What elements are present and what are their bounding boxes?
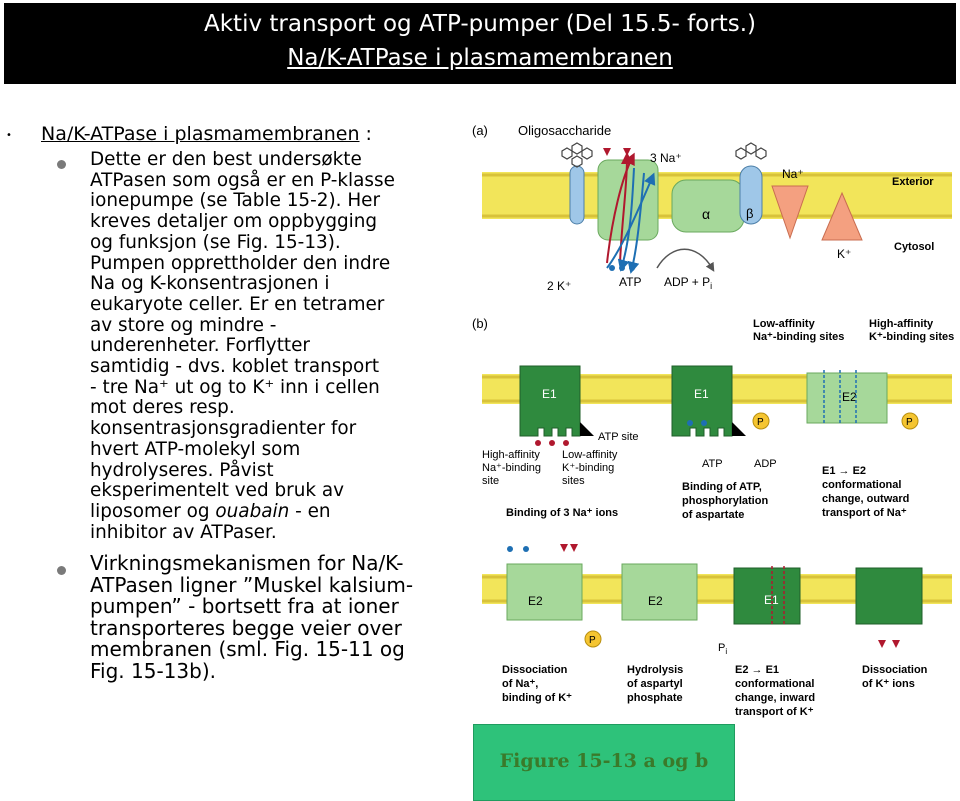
atp-label: ATP [619, 275, 642, 289]
k-gradient-label: K⁺ [837, 247, 852, 261]
pi-label: $P_i$ [718, 642, 728, 656]
text-line: Dette er den best undersøkte [90, 149, 362, 170]
alpha-label: α [702, 206, 711, 222]
e1-protein [520, 366, 580, 436]
na-ion-icon [560, 544, 568, 552]
text-line: liposomer og ouabain - en [90, 500, 331, 522]
text-line: mot deres resp. [90, 397, 235, 419]
atp-site-label: ATP site [598, 431, 639, 443]
adp-label: ADP [754, 458, 777, 470]
binding-atp-caption: Binding of ATP, phosphorylation of aspartate [682, 481, 769, 521]
na-gradient-label: Na⁺ [782, 167, 804, 181]
e2-label: E2 [648, 594, 663, 608]
text-line: samtidig - dvs. koblet transport [90, 356, 380, 378]
text-line: hvert ATP-molekyl som [90, 438, 301, 460]
text-line: transporteres begge veier over [90, 615, 402, 640]
title-bar [4, 3, 956, 84]
heading-suffix: : [359, 123, 372, 145]
adp-pi-label: ADP + $P_i$ [664, 275, 713, 291]
dissociation-k-caption: Dissociation of K⁺ ions [862, 664, 928, 690]
text-line: ATPasen som også er en P-klasse [90, 169, 395, 191]
alpha-subunit-light [598, 160, 658, 240]
cytosol-label: Cytosol [894, 241, 935, 253]
na-ion-icon [570, 544, 578, 552]
k-ion-icon [619, 265, 625, 271]
oligosaccharide-icon [736, 143, 766, 159]
k-ion-icon [701, 420, 707, 426]
bullet-paragraph-2 [90, 553, 440, 682]
na-ion-icon [563, 440, 569, 446]
text-line: ATPasen ligner ”Muskel kalsium- [90, 572, 414, 597]
text-line: Virkningsmekanismen for Na/K- [90, 551, 404, 575]
figure-caption: Figure 15-13 a og b [499, 750, 709, 772]
bullet-dot: • [6, 130, 12, 141]
e2-label: E2 [528, 594, 543, 608]
bullet-dot [57, 160, 66, 169]
text-line: inhibitor av ATPaser. [90, 521, 277, 543]
e1-protein [856, 568, 922, 624]
phosphate-label: P [906, 417, 913, 428]
text-line: ionepumpe (se Table 15-2). Her [90, 190, 381, 212]
na-ion-icon [603, 148, 611, 156]
k-ion-icon [523, 546, 529, 552]
e1-e2-caption: E1 → E2 conformational change, outward transport of Na⁺ [822, 465, 910, 519]
atp-label: ATP [702, 458, 723, 470]
text-line: underenheter. Forflytter [90, 335, 310, 357]
section-heading [41, 123, 372, 145]
panel-a-label: (a) [472, 123, 488, 138]
text-line: hydrolyseres. Påvist [90, 459, 274, 481]
e1-protein [672, 366, 732, 436]
oligosaccharide-icon [562, 143, 592, 167]
k-ion-icon [507, 546, 513, 552]
high-affinity-k-label: High-affinity K⁺-binding sites [869, 318, 955, 343]
na-ion-icon [623, 148, 631, 156]
text-line: og funksjon (se Fig. 15-13). [90, 231, 341, 253]
text-line: membranen (sml. Fig. 15-11 og [90, 637, 405, 661]
panel-b-label: (b) [472, 316, 488, 331]
heading-text: Na/K-ATPase i plasmamembranen [41, 123, 360, 145]
high-affinity-na-label: High-affinity Na⁺-binding site [482, 449, 542, 487]
e2-label: E2 [842, 390, 857, 404]
e2-e1-caption: E2 → E1 conformational change, inward transport of K⁺ [735, 664, 816, 718]
text-line: eukaryote celler. Er en tetramer [90, 293, 385, 315]
exterior-label: Exterior [892, 176, 934, 188]
phosphate-label: P [589, 635, 596, 646]
k-ion-icon [609, 265, 615, 271]
two-k-label: 2 K⁺ [547, 279, 572, 293]
low-affinity-na-label: Low-affinity Na⁺-binding sites [753, 318, 845, 343]
beta-subunit-left [570, 166, 584, 224]
e1-label: E1 [694, 387, 709, 401]
text-line: Pumpen opprettholder den indre [90, 252, 391, 274]
atp-hydrolysis-arrow [657, 249, 712, 268]
slide-subtitle: Na/K-ATPase i plasmamembranen [287, 45, 673, 71]
text-line: Na og K-konsentrasjonen i [90, 273, 330, 295]
bullet-dot [57, 566, 66, 575]
e2-protein [622, 564, 697, 620]
oligosaccharide-label: Oligosaccharide [518, 123, 612, 138]
phosphate-label: P [757, 417, 764, 428]
e2-protein [507, 564, 582, 620]
slide-title: Aktiv transport og ATP-pumper (Del 15.5- forts.) [204, 11, 756, 37]
text-line: eksperimentelt ved bruk av [90, 480, 345, 502]
three-na-label: 3 Na⁺ [650, 151, 682, 165]
beta-label: β [746, 206, 754, 221]
na-ion-icon [549, 440, 555, 446]
e1-label: E1 [764, 593, 779, 607]
text-line: konsentrasjonsgradienter for [90, 418, 357, 440]
hydrolysis-caption: Hydrolysis of aspartyl phosphate [627, 664, 684, 704]
binding-3na-caption: Binding of 3 Na⁺ ions [506, 507, 619, 519]
text-line: av store og mindre - [90, 314, 277, 336]
slide-text-column [0, 118, 445, 718]
text-line: kreves detaljer om oppbygging [90, 211, 378, 233]
text-line: pumpen” - bortsett fra at ioner [90, 594, 399, 618]
figure-caption-box [473, 724, 735, 801]
k-ion-icon [629, 265, 635, 271]
bullet-paragraph-1 [90, 150, 440, 543]
dissociation-na-caption: Dissociation of Na⁺, binding of K⁺ [502, 664, 572, 704]
na-ion-icon [535, 440, 541, 446]
text-line: - tre Na⁺ ut og to K⁺ inn i cellen [90, 376, 380, 398]
na-ion-icon [892, 640, 900, 648]
na-k-atpase-figure [472, 118, 960, 728]
k-ion-icon [687, 420, 693, 426]
text-line: Fig. 15-13b). [90, 658, 216, 683]
e1-label: E1 [542, 387, 557, 401]
na-ion-icon [878, 640, 886, 648]
low-affinity-k-label: Low-affinity K⁺-binding sites [562, 449, 618, 487]
italic-term: ouabain [215, 500, 290, 522]
